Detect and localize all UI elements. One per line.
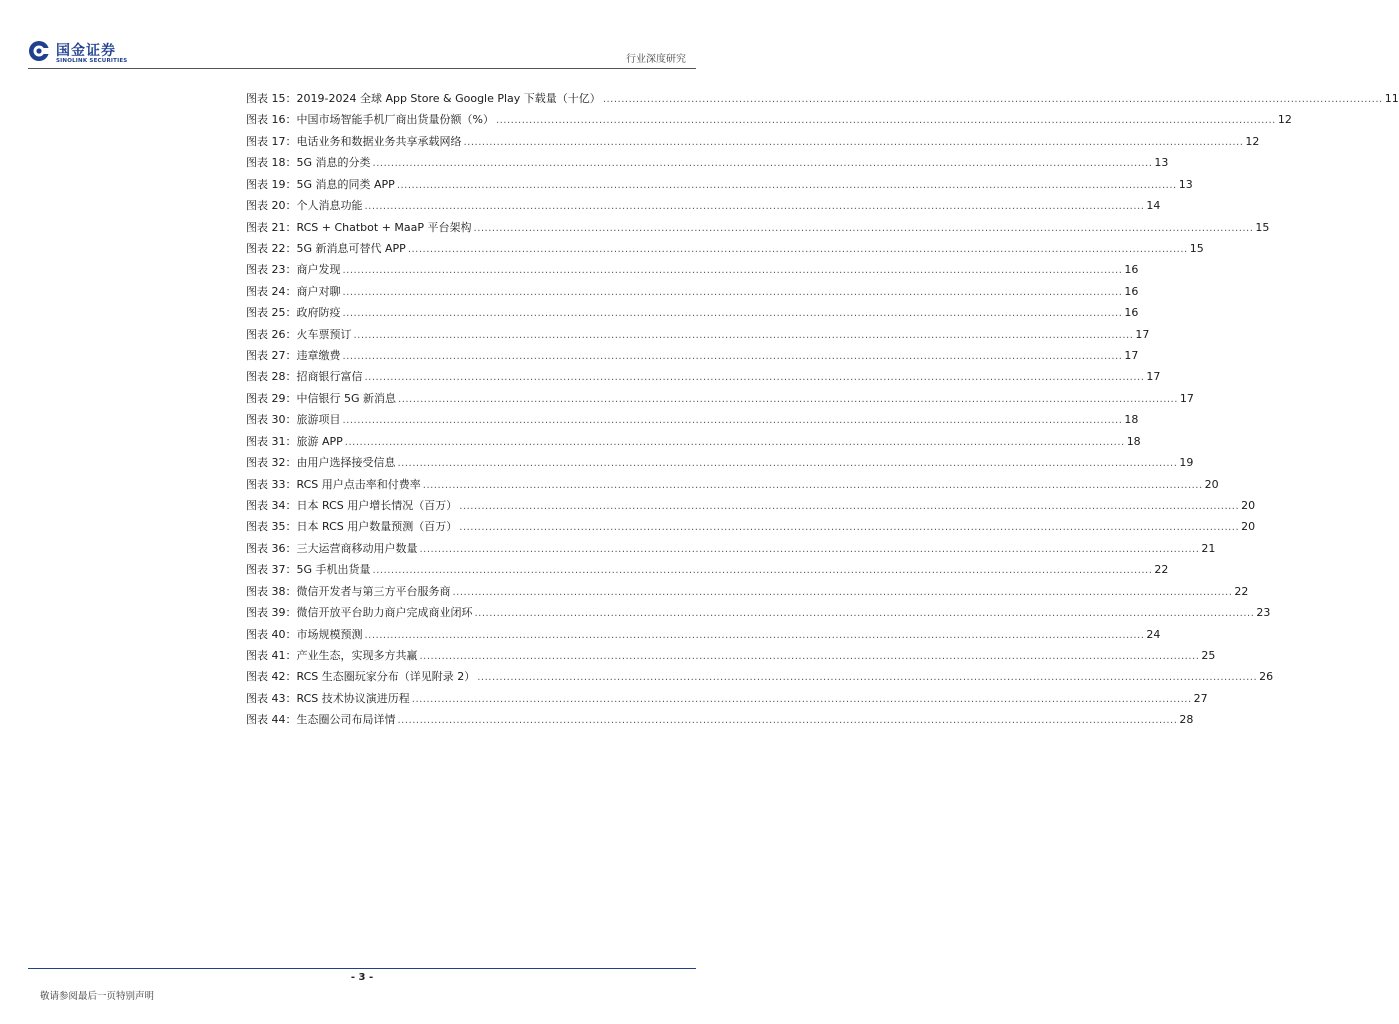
toc-dot-leader	[474, 218, 1254, 239]
toc-entry-label: 图表 35：	[246, 520, 297, 534]
toc-dot-leader	[365, 196, 1145, 217]
toc-entry[interactable]	[246, 666, 1274, 687]
toc-dot-leader	[398, 710, 1178, 731]
toc-entry[interactable]	[246, 152, 1169, 173]
toc-entry-title: 生态圈公司布局详情	[296, 713, 396, 727]
toc-entry[interactable]	[246, 88, 1399, 109]
toc-entry[interactable]	[246, 345, 1139, 366]
toc-entry-title: 火车票预订	[296, 327, 352, 341]
toc-entry[interactable]	[246, 388, 1194, 409]
toc-entry-label: 图表 31：	[246, 434, 297, 448]
toc-entry-label: 图表 36：	[246, 541, 297, 555]
toc-entry-page: 15	[1255, 220, 1270, 234]
toc-dot-leader	[343, 260, 1123, 281]
toc-dot-leader	[373, 153, 1153, 174]
toc-dot-leader	[343, 346, 1123, 367]
toc-dot-leader	[423, 475, 1203, 496]
toc-entry[interactable]	[246, 131, 1260, 152]
toc-entry[interactable]	[246, 109, 1292, 130]
toc-entry-title: 由用户选择接受信息	[296, 456, 396, 470]
toc-entry[interactable]	[246, 688, 1208, 709]
toc-dot-leader	[365, 367, 1145, 388]
toc-entry-page: 22	[1234, 584, 1249, 598]
toc-entry-title: 个人消息功能	[296, 199, 363, 213]
toc-dot-leader	[459, 496, 1239, 517]
toc-entry-title: 5G 手机出货量	[296, 563, 371, 577]
toc-entry-title: 2019-2024 全球 App Store & Google Play 下载量（十亿）	[296, 92, 601, 105]
toc-dot-leader	[408, 239, 1188, 260]
figure-table-of-contents	[246, 88, 1399, 731]
logo-chinese-name: 国金证券	[56, 43, 116, 59]
toc-entry-label: 图表 29：	[246, 391, 297, 405]
toc-dot-leader	[397, 175, 1177, 196]
toc-entry-label: 图表 16：	[246, 113, 297, 127]
toc-entry-title: 日本 RCS 用户数量预测（百万）	[296, 520, 458, 534]
toc-dot-leader	[365, 625, 1145, 646]
toc-entry-title: 电话业务和数据业务共享承载网络	[296, 134, 462, 148]
page-number: - 3 -	[350, 972, 374, 983]
toc-dot-leader	[412, 689, 1192, 710]
toc-dot-leader	[459, 517, 1239, 538]
toc-entry-title: 5G 新消息可替代 APP	[296, 241, 406, 255]
toc-entry-title: 5G 消息的同类 APP	[296, 177, 395, 191]
toc-entry-title: 政府防疫	[296, 306, 341, 320]
toc-entry[interactable]	[246, 366, 1161, 387]
toc-entry-label: 图表 20：	[246, 199, 297, 213]
toc-entry-title: 中国市场智能手机厂商出货量份额（%）	[296, 113, 494, 127]
toc-dot-leader	[453, 582, 1233, 603]
toc-entry-label: 图表 23：	[246, 263, 297, 277]
toc-entry[interactable]	[246, 581, 1249, 602]
toc-entry-title: RCS 用户点击率和付费率	[296, 477, 421, 491]
toc-entry[interactable]	[246, 452, 1194, 473]
toc-entry-page: 14	[1146, 199, 1161, 213]
footer-divider	[28, 968, 696, 969]
toc-entry[interactable]	[246, 602, 1271, 623]
toc-entry[interactable]	[246, 474, 1219, 495]
toc-entry-title: 旅游 APP	[296, 434, 343, 448]
toc-dot-leader	[345, 432, 1125, 453]
toc-entry-label: 图表 15：	[246, 92, 297, 105]
toc-entry-label: 图表 39：	[246, 606, 297, 620]
toc-entry[interactable]	[246, 217, 1270, 238]
toc-entry-label: 图表 21：	[246, 220, 297, 234]
header-divider	[28, 68, 696, 69]
toc-dot-leader	[373, 560, 1153, 581]
toc-entry[interactable]	[246, 238, 1204, 259]
toc-entry-label: 图表 25：	[246, 306, 297, 320]
toc-entry-title: 中信银行 5G 新消息	[296, 391, 397, 405]
toc-entry-title: RCS 技术协议演进历程	[296, 691, 410, 705]
toc-entry-page: 12	[1245, 134, 1260, 148]
toc-entry-title: 三大运营商移动用户数量	[296, 541, 418, 555]
toc-entry-page: 17	[1179, 391, 1194, 405]
toc-entry-page: 18	[1124, 413, 1139, 427]
toc-entry-page: 15	[1189, 241, 1204, 255]
toc-entry-page: 11	[1384, 92, 1399, 105]
toc-entry-title: 招商银行富信	[296, 370, 363, 384]
toc-dot-leader	[343, 282, 1123, 303]
toc-entry-title: 5G 消息的分类	[296, 156, 371, 170]
toc-entry[interactable]	[246, 174, 1193, 195]
page-header	[0, 0, 724, 72]
toc-entry[interactable]	[246, 409, 1139, 430]
toc-entry-page: 26	[1259, 670, 1274, 684]
toc-entry-page: 25	[1201, 648, 1216, 662]
toc-entry-label: 图表 42：	[246, 670, 297, 684]
toc-entry-page: 23	[1256, 606, 1271, 620]
toc-entry-title: 日本 RCS 用户增长情况（百万）	[296, 499, 458, 513]
toc-entry-title: RCS 生态圈玩家分布（详见附录 2）	[296, 670, 476, 684]
toc-entry-page: 16	[1124, 284, 1139, 298]
toc-entry-page: 16	[1124, 306, 1139, 320]
toc-entry-label: 图表 18：	[246, 156, 297, 170]
toc-entry-page: 20	[1241, 499, 1256, 513]
footer-disclaimer: 敬请参阅最后一页特别声明	[40, 991, 155, 1002]
toc-entry[interactable]	[246, 431, 1141, 452]
toc-dot-leader	[603, 89, 1383, 110]
toc-entry-page: 12	[1277, 113, 1292, 127]
toc-entry[interactable]	[246, 281, 1139, 302]
toc-dot-leader	[343, 410, 1123, 431]
toc-entry[interactable]	[246, 645, 1216, 666]
toc-entry-label: 图表 38：	[246, 584, 297, 598]
toc-entry[interactable]	[246, 624, 1161, 645]
toc-dot-leader	[354, 325, 1134, 346]
toc-entry[interactable]	[246, 195, 1161, 216]
toc-entry[interactable]	[246, 709, 1194, 730]
toc-entry-page: 22	[1154, 563, 1169, 577]
toc-dot-leader	[398, 453, 1178, 474]
toc-entry-page: 19	[1179, 456, 1194, 470]
toc-entry-label: 图表 40：	[246, 627, 297, 641]
toc-entry-label: 图表 26：	[246, 327, 297, 341]
toc-entry-label: 图表 37：	[246, 563, 297, 577]
company-logo	[28, 39, 132, 69]
toc-entry-page: 20	[1204, 477, 1219, 491]
toc-entry-title: 商户发现	[296, 263, 341, 277]
toc-entry-page: 28	[1179, 713, 1194, 727]
toc-entry-title: 微信开放平台助力商户完成商业闭环	[296, 606, 473, 620]
toc-entry[interactable]	[246, 259, 1139, 280]
toc-entry-label: 图表 30：	[246, 413, 297, 427]
toc-entry-page: 17	[1124, 349, 1139, 363]
toc-entry-label: 图表 44：	[246, 713, 297, 727]
toc-dot-leader	[420, 646, 1200, 667]
toc-entry-label: 图表 43：	[246, 691, 297, 705]
toc-entry-title: 产业生态，实现多方共赢	[296, 648, 418, 662]
sinolink-logo-icon	[28, 40, 50, 62]
toc-entry[interactable]	[246, 516, 1256, 537]
toc-dot-leader	[420, 539, 1200, 560]
toc-entry-label: 图表 22：	[246, 241, 297, 255]
toc-entry-label: 图表 34：	[246, 499, 297, 513]
toc-entry-title: 违章缴费	[296, 349, 341, 363]
toc-entry-label: 图表 24：	[246, 284, 297, 298]
toc-entry-page: 16	[1124, 263, 1139, 277]
toc-entry-page: 17	[1135, 327, 1150, 341]
toc-entry[interactable]	[246, 495, 1256, 516]
toc-dot-leader	[475, 603, 1255, 624]
toc-entry-page: 21	[1201, 541, 1216, 555]
toc-dot-leader	[464, 132, 1244, 153]
toc-entry-title: 商户对聊	[296, 284, 341, 298]
toc-dot-leader	[496, 110, 1276, 131]
report-type-label: 行业深度研究	[626, 54, 686, 65]
toc-entry-label: 图表 17：	[246, 134, 297, 148]
toc-entry-page: 18	[1126, 434, 1141, 448]
toc-entry-title: 旅游项目	[296, 413, 341, 427]
toc-entry[interactable]	[246, 302, 1139, 323]
toc-dot-leader	[477, 667, 1257, 688]
toc-entry-label: 图表 41：	[246, 648, 297, 662]
toc-entry-title: RCS + Chatbot + MaaP 平台架构	[296, 220, 472, 234]
toc-entry-page: 20	[1241, 520, 1256, 534]
toc-entry-page: 17	[1146, 370, 1161, 384]
toc-entry[interactable]	[246, 559, 1169, 580]
toc-entry[interactable]	[246, 538, 1216, 559]
toc-entry-page: 13	[1178, 177, 1193, 191]
toc-entry-title: 市场规模预测	[296, 627, 363, 641]
toc-dot-leader	[343, 303, 1123, 324]
toc-entry[interactable]	[246, 324, 1150, 345]
toc-entry-label: 图表 33：	[246, 477, 297, 491]
toc-entry-page: 27	[1193, 691, 1208, 705]
toc-entry-label: 图表 27：	[246, 349, 297, 363]
toc-entry-title: 微信开发者与第三方平台服务商	[296, 584, 451, 598]
logo-english-name: SINOLINK SECURITIES	[56, 58, 128, 64]
toc-entry-page: 13	[1154, 156, 1169, 170]
toc-dot-leader	[398, 389, 1178, 410]
toc-entry-label: 图表 19：	[246, 177, 297, 191]
toc-entry-page: 24	[1146, 627, 1161, 641]
toc-entry-label: 图表 28：	[246, 370, 297, 384]
toc-entry-label: 图表 32：	[246, 456, 297, 470]
